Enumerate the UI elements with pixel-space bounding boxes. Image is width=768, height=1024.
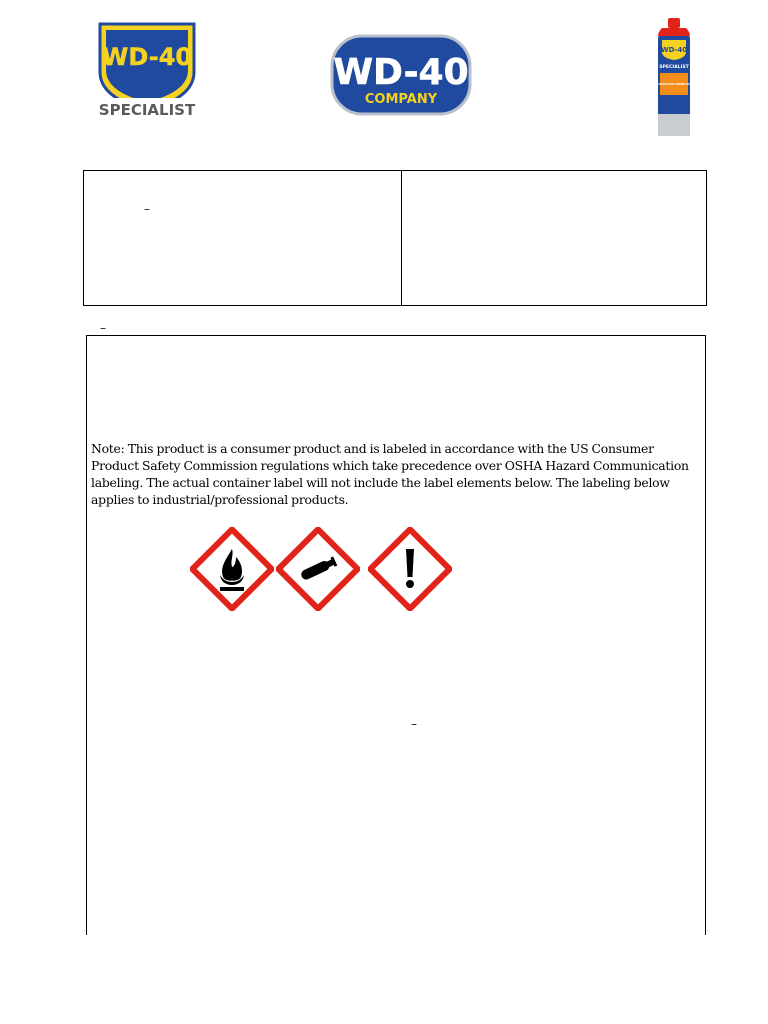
exclamation-pictogram-icon [368,527,452,611]
company-wordmark: WD-40 [333,52,469,93]
can-brand: WD-40 [660,46,688,54]
lower-dash-mark: – [411,717,417,731]
product-identification-table [83,170,707,306]
column-divider [401,171,402,305]
logo-wordmark: WD-40 [101,43,193,71]
wd40-specialist-logo [92,20,202,120]
flame-pictogram-icon [190,527,274,611]
section-dash: – [100,321,106,335]
gas-cylinder-pictogram-icon [276,527,360,611]
consumer-product-note: Note: This product is a consumer product and is labeled in accordance with the US Consumer Product Safety Commission regulations which take precedence over OSHA Hazard Communication labeling. The actual container label will not include the label elements below. The labeling below applies to industrial/professional products. [91,441,689,507]
wd40-company-logo [330,34,472,116]
product-can-image [652,18,696,140]
dash-mark: – [144,202,150,216]
logo-subtitle: SPECIALIST [98,101,196,119]
can-line: SPECIALIST [659,65,689,70]
can-product-text: CORROSION INHIBITOR [656,82,692,86]
company-subtitle: COMPANY [364,92,438,107]
hazard-identification-section [86,335,706,935]
